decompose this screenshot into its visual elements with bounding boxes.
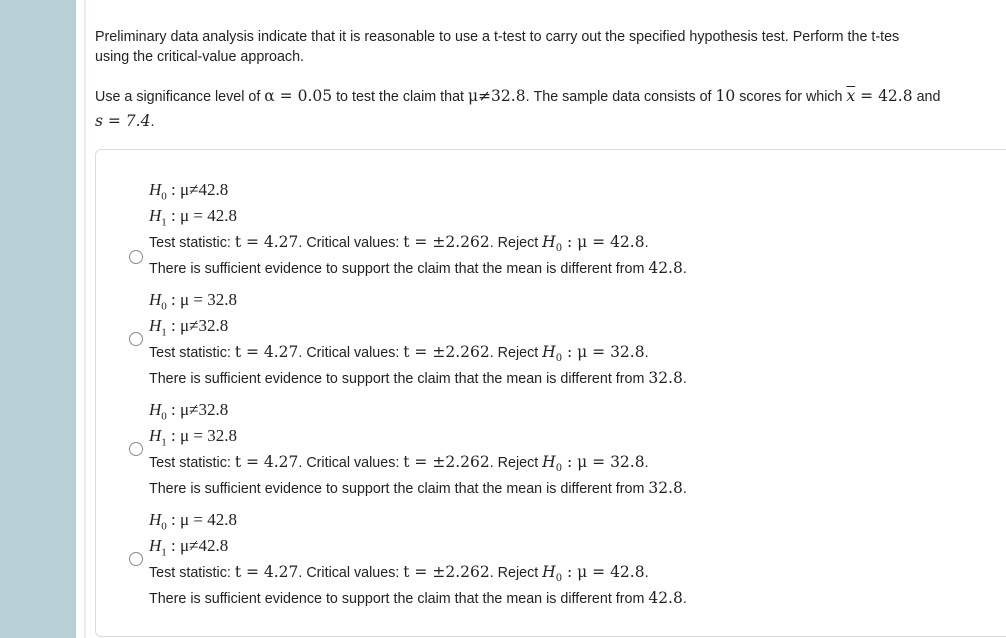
claim-and: and xyxy=(912,89,941,105)
question-intro xyxy=(95,27,1006,67)
null-hypothesis: $H_0$ : μ≠42.8 xyxy=(149,180,229,203)
answer-options-box xyxy=(95,149,1006,637)
claim-prefix: Use a significance level of xyxy=(95,89,265,105)
sample-size: 10 xyxy=(715,87,736,105)
alternative-hypothesis: $H_1$ : μ≠32.8 xyxy=(149,316,229,339)
intro-line-2: using the critical-value approach. xyxy=(95,49,305,65)
answer-option-2[interactable] xyxy=(96,288,1006,396)
test-statistic-line: Test statistic: t = 4.27. Critical values: t = ±2.262. Reject $H_0$ : μ = 32.8. xyxy=(149,343,649,365)
left-sidebar-rail xyxy=(0,0,76,638)
alpha-expr: α = 0.05 xyxy=(264,87,333,105)
radio-option-2[interactable] xyxy=(129,332,143,346)
claim-end: . xyxy=(150,114,155,130)
s-expr: s = 7.4 xyxy=(95,112,151,130)
claim-mid2: . The sample data consists of xyxy=(525,89,716,105)
radio-option-3[interactable] xyxy=(129,442,143,456)
null-hypothesis: $H_0$ : μ≠32.8 xyxy=(149,400,229,423)
radio-option-4[interactable] xyxy=(129,552,143,566)
xbar-value: = 42.8 xyxy=(855,87,913,105)
question-claim xyxy=(95,84,1006,134)
test-statistic-line: Test statistic: t = 4.27. Critical values: t = ±2.262. Reject $H_0$ : μ = 32.8. xyxy=(149,453,649,475)
conclusion-line: There is sufficient evidence to support the claim that the mean is different from 42.8. xyxy=(149,259,687,277)
alternative-hypothesis: $H_1$ : μ = 32.8 xyxy=(149,426,237,449)
test-statistic-line: Test statistic: t = 4.27. Critical values: t = ±2.262. Reject $H_0$ : μ = 42.8. xyxy=(149,563,649,585)
conclusion-line: There is sufficient evidence to support the claim that the mean is different from 32.8. xyxy=(149,479,687,497)
rail-divider xyxy=(84,0,86,638)
answer-option-1[interactable] xyxy=(96,178,1006,286)
conclusion-line: There is sufficient evidence to support the claim that the mean is different from 32.8. xyxy=(149,369,687,387)
test-statistic-line: Test statistic: t = 4.27. Critical values: t = ±2.262. Reject $H_0$ : μ = 42.8. xyxy=(149,233,649,255)
answer-option-3[interactable] xyxy=(96,398,1006,506)
claim-mid3: scores for which xyxy=(735,89,847,105)
radio-option-1[interactable] xyxy=(129,250,143,264)
claim-mid: to test the claim that xyxy=(332,89,468,105)
null-hypothesis: $H_0$ : μ = 32.8 xyxy=(149,290,237,313)
null-hypothesis: $H_0$ : μ = 42.8 xyxy=(149,510,237,533)
intro-line-1: Preliminary data analysis indicate that it is reasonable to use a t-test to carry out the specified hypothesis test. Perform the t-tes xyxy=(95,29,900,45)
alternative-hypothesis: $H_1$ : μ≠42.8 xyxy=(149,536,229,559)
claim-mu: μ≠32.8 xyxy=(468,87,526,105)
alternative-hypothesis: $H_1$ : μ = 42.8 xyxy=(149,206,237,229)
conclusion-line: There is sufficient evidence to support the claim that the mean is different from 42.8. xyxy=(149,589,687,607)
xbar-symbol: $\overline{x}$ xyxy=(846,87,856,105)
answer-option-4[interactable] xyxy=(96,508,1006,616)
